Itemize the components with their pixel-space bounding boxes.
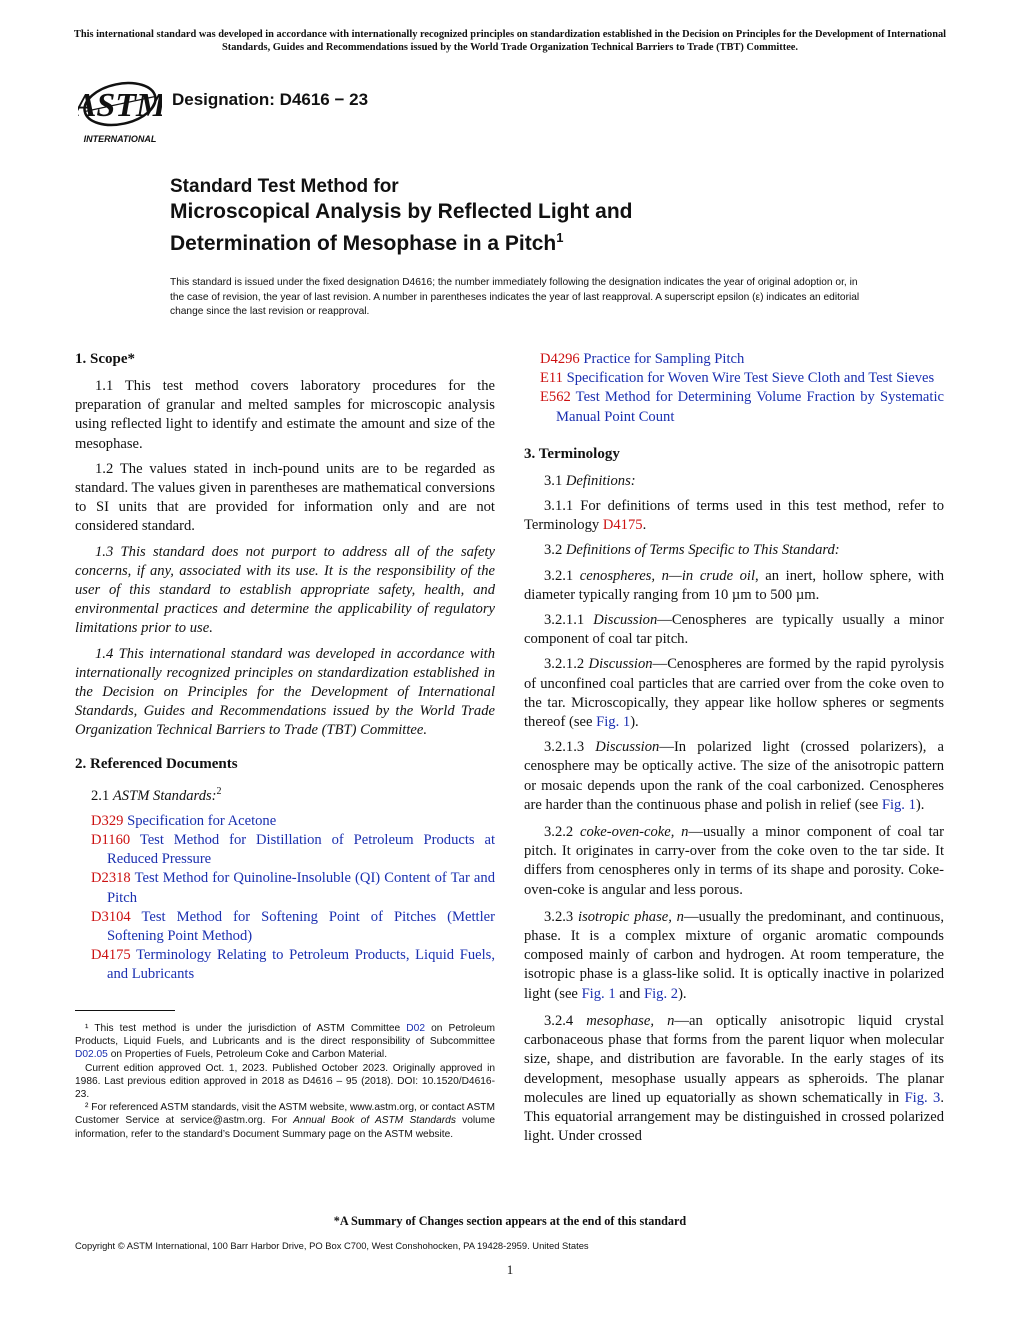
footnote-divider: [75, 1010, 175, 1011]
ref-code-link[interactable]: D1160: [91, 831, 131, 848]
ref-title-link[interactable]: Specification for Acetone: [123, 812, 277, 829]
discussion-label: Discussion: [595, 739, 660, 756]
summary-of-changes-note: *A Summary of Changes section appears at the end of this standard: [333, 1214, 687, 1228]
term-3-1-num: 3.1: [544, 472, 566, 489]
footnotes: [75, 1022, 495, 1141]
term-3-1-1-end: .: [642, 517, 647, 534]
ref-title-link[interactable]: Test Method for Distillation of Petroleum Products at Reduced Pressure: [107, 831, 495, 868]
term-3-2-1-3: [524, 738, 944, 815]
ref-item[interactable]: [91, 869, 495, 907]
title-footnote-mark[interactable]: 1: [556, 230, 564, 245]
term-mesophase: mesophase, n: [586, 1012, 675, 1029]
term-3-2-2-text: —usually a minor component of coal tar pitch. It originates in carry-over from the coke oven to the tar side. It differs from cenospheres only in terms of its shape and porosity. Coke-oven-coke is angular and less porous.: [524, 824, 944, 898]
copyright: Copyright © ASTM International, 100 Barr Harbor Drive, PO Box C700, West Conshohocken, PA 19428-2959. United States: [75, 1240, 589, 1251]
ref-code-link[interactable]: D2318: [91, 870, 131, 887]
footnote-2-italic: Annual Book of ASTM Standards: [293, 1115, 456, 1127]
d02-link[interactable]: D02: [406, 1023, 425, 1034]
term-3-2-1-1-num: 3.2.1.1: [544, 612, 594, 629]
astm-standards-footnote-mark[interactable]: 2: [216, 785, 222, 797]
ref-item[interactable]: [91, 812, 495, 831]
scope-1-2: 1.2 The values stated in inch-pound units are to be regarded as standard. The values given in parentheses are mathematical conversions to SI units that are provided for information only and are not considered standard.: [75, 460, 495, 535]
d02-05-link[interactable]: D02.05: [75, 1049, 108, 1061]
scope-1-4: 1.4 This international standard was developed in accordance with internationally recognized principles on standardization established in the Decision on Principles for the Development of International Standards, Guides and Recommendations issued by the World Trade Organization Technical Barriers to Trade (TBT) Committee.: [75, 645, 495, 739]
scope-1-1: 1.1 This test method covers laboratory procedures for the preparation of granular and melted samples for microscopic analysis using reflected light to identify and estimate the amount and size of the mesophase.: [75, 378, 495, 452]
term-3-2-1-num: 3.2.1: [544, 567, 580, 584]
astm-standards-num: 2.1: [91, 787, 113, 804]
ref-code-link[interactable]: E562: [540, 389, 571, 406]
term-3-2-1-3-end: ).: [915, 796, 925, 813]
term-3-2-4-text: —an optically anisotropic liquid crystal carbonaceous phase that forms from the parent liquor when molecular size, shape, and distribution are favorable. In the early stages of its development, mesophase usually appears as spheroids. The planar molecules are lined up equatorially as shown schematically in: [524, 1012, 945, 1106]
footnote-1-edition: Current edition approved Oct. 1, 2023. Published October 2023. Originally approved in 1986. Last previous edition approved in 2018 as D4616 – 95 (2018). DOI: 10.1520/D4616-23.: [75, 1062, 495, 1101]
term-3-2-3-num: 3.2.3: [544, 908, 579, 925]
ref-item[interactable]: [540, 369, 944, 388]
scope-1-3: 1.3 This standard does not purport to address all of the safety concerns, if any, associated with its use. It is the responsibility of the user of this standard to establish appropriate safety, health, and environmental practices and determine the applicability of regulatory limitations prior to use.: [75, 543, 495, 637]
term-3-2-3-text: —usually the predominant, and continuous, phase. It is a complex mixture of organic aromatic compounds composed mainly of carbon and hydrogen. At room temperature, the isotropic phase is a glass-like solid. It is optically inactive in polarized light (see: [524, 908, 944, 1002]
term-3-2-4-num: 3.2.4: [544, 1012, 587, 1029]
term-3-2-1-2-end: ).: [630, 714, 639, 731]
fig-1-link[interactable]: Fig. 1: [596, 714, 631, 731]
term-3-1-1-text: 3.1.1 For definitions of terms used in this test method, refer to Terminology: [524, 498, 944, 534]
ref-title-link[interactable]: Terminology Relating to Petroleum Products, Liquid Fuels, and Lubricants: [107, 947, 495, 983]
term-3-2-4-end: . This equatorial arrangement may be distinguished in crossed polarized light. Under crossed: [524, 1089, 944, 1145]
term-coke-oven-coke: coke-oven-coke, n: [579, 824, 689, 841]
title-line-2: Microscopical Analysis by Reflected Light and: [170, 200, 633, 223]
footnote-2-text-a: ² For referenced ASTM standards, visit the ASTM website, www.astm.org, or contact ASTM Customer Service at service@astm.org. For: [75, 1102, 495, 1127]
footnote-1: [75, 1022, 495, 1062]
term-3-2-1-2-num: 3.2.1.2: [544, 656, 589, 673]
astm-logo: [78, 72, 162, 146]
term-3-2-1-3-text: —In polarized light (crossed polarizers), a cenosphere may be optically active. The size of the anisotropic pattern or mosaic depends upon the rank of the coal carbonized. Cenospheres are harder than the continuous phase and polish in relief (see: [524, 739, 944, 813]
designation: Designation: D4616 − 23: [172, 90, 369, 109]
astm-logo-text: ASTM: [78, 87, 162, 124]
title-line-3-text: Determination of Mesophase in a Pitch: [170, 232, 557, 255]
ref-title-link[interactable]: Test Method for Softening Point of Pitches (Mettler Softening Point Method): [107, 908, 495, 944]
term-3-1-1: [524, 497, 944, 535]
ref-code-link[interactable]: E11: [540, 370, 563, 387]
ref-code-link[interactable]: D329: [91, 812, 124, 829]
fig-3-link[interactable]: Fig. 3: [904, 1089, 941, 1106]
term-3-2-1: [524, 567, 944, 605]
document-title: [170, 175, 870, 257]
term-3-1-label: Definitions:: [565, 472, 636, 489]
right-column: [524, 350, 944, 1152]
term-cenospheres: cenospheres, n—in crude oil: [579, 567, 756, 584]
ref-code-link[interactable]: D4296: [540, 351, 580, 367]
astm-logo-subtext: INTERNATIONAL: [83, 134, 157, 144]
fig-2-link[interactable]: Fig. 2: [644, 985, 679, 1002]
term-3-2-1-1: [524, 611, 944, 649]
ref-code-link[interactable]: D3104: [91, 908, 131, 925]
scope-heading: 1. Scope*: [75, 351, 135, 367]
page-number: 1: [506, 1262, 514, 1277]
title-line-1: Standard Test Method for: [170, 176, 399, 197]
astm-standards-subhead: [91, 782, 495, 806]
left-column: [75, 350, 495, 985]
ref-item[interactable]: [91, 946, 495, 984]
title-line-3: [170, 225, 870, 257]
ref-title-link[interactable]: Specification for Woven Wire Test Sieve Cloth and Test Sieves: [562, 370, 935, 387]
terminology-heading: 3. Terminology: [524, 445, 620, 462]
footnote-1-text-c: on Properties of Fuels, Petroleum Coke and Carbon Material.: [107, 1049, 388, 1061]
term-3-2-3-mid: and: [615, 985, 644, 1002]
ref-title-link[interactable]: Practice for Sampling Pitch: [579, 351, 745, 367]
footnote-1-text-a: ¹ This test method is under the jurisdiction of ASTM Committee: [85, 1023, 407, 1034]
discussion-label: Discussion: [588, 656, 653, 673]
term-3-1: [524, 472, 944, 491]
term-3-2-3: [524, 908, 944, 1004]
term-3-2-1-2-text: —Cenospheres are formed by the rapid pyrolysis of unconfined coal particles that are carried over from the coke oven to the tar. Microscopically, they appear like hollow spheres or segments thereof (see: [524, 656, 945, 731]
footnote-2-text-b: volume information, refer to the standard’s Document Summary page on the ASTM website.: [75, 1115, 495, 1140]
term-3-2-1-1-text: —Cenospheres are typically usually a minor component of coal tar pitch.: [524, 612, 945, 648]
term-3-2-num: 3.2: [544, 542, 566, 559]
term-3-2-1-2: [524, 655, 944, 732]
referenced-documents-heading: 2. Referenced Documents: [75, 755, 238, 772]
term-3-2: [524, 541, 944, 560]
term-3-2-2-num: 3.2.2: [544, 824, 580, 841]
fig-1-link[interactable]: Fig. 1: [581, 985, 616, 1002]
issued-note: This standard is issued under the fixed designation D4616; the number immediately following the designation indicates the year of original adoption or, in the case of revision, the year of last revision. A number in parentheses indicates the year of last reapproval. A superscript epsilon (ε) indicates an editorial change since the last revision or reapproval.: [170, 277, 860, 317]
term-3-2-1-text: , an inert, hollow sphere, with diameter typically ranging from 10 µm to 500 µm.: [524, 567, 945, 603]
ref-item[interactable]: [91, 831, 495, 869]
term-3-2-4: [524, 1012, 944, 1146]
ref-title-link[interactable]: Test Method for Quinoline-Insoluble (QI) Content of Tar and Pitch: [107, 870, 495, 906]
fig-1-link[interactable]: Fig. 1: [881, 796, 916, 813]
ref-item[interactable]: [91, 908, 495, 946]
term-3-2-label: Definitions of Terms Specific to This Standard:: [565, 542, 840, 559]
term-3-2-1-3-num: 3.2.1.3: [544, 739, 596, 756]
ref-item[interactable]: [540, 388, 944, 426]
d4175-link[interactable]: D4175: [602, 517, 643, 534]
ref-title-link[interactable]: Test Method for Determining Volume Fraction by Systematic Manual Point Count: [556, 389, 944, 425]
ref-item[interactable]: [540, 350, 944, 369]
discussion-label: Discussion: [593, 612, 658, 629]
term-3-2-3-end: ).: [678, 985, 687, 1002]
footnote-1-text-b: on Petroleum Products, Liquid Fuels, and Lubricants and is the direct responsibility of Subcommittee: [75, 1023, 495, 1048]
term-3-2-2: [524, 823, 944, 900]
ref-code-link[interactable]: D4175: [91, 947, 131, 964]
astm-standards-label: ASTM Standards:: [112, 787, 217, 804]
footnote-2: [75, 1101, 495, 1141]
term-isotropic-phase: isotropic phase, n: [578, 908, 684, 925]
top-notice: This international standard was developed in accordance with internationally recognized principles on standardization established in the Decision on Principles for the Development of International Standards, Guides and Recommendations issued by the World Trade Organization Technical Barriers to Trade (TBT) Committee.: [73, 29, 947, 53]
